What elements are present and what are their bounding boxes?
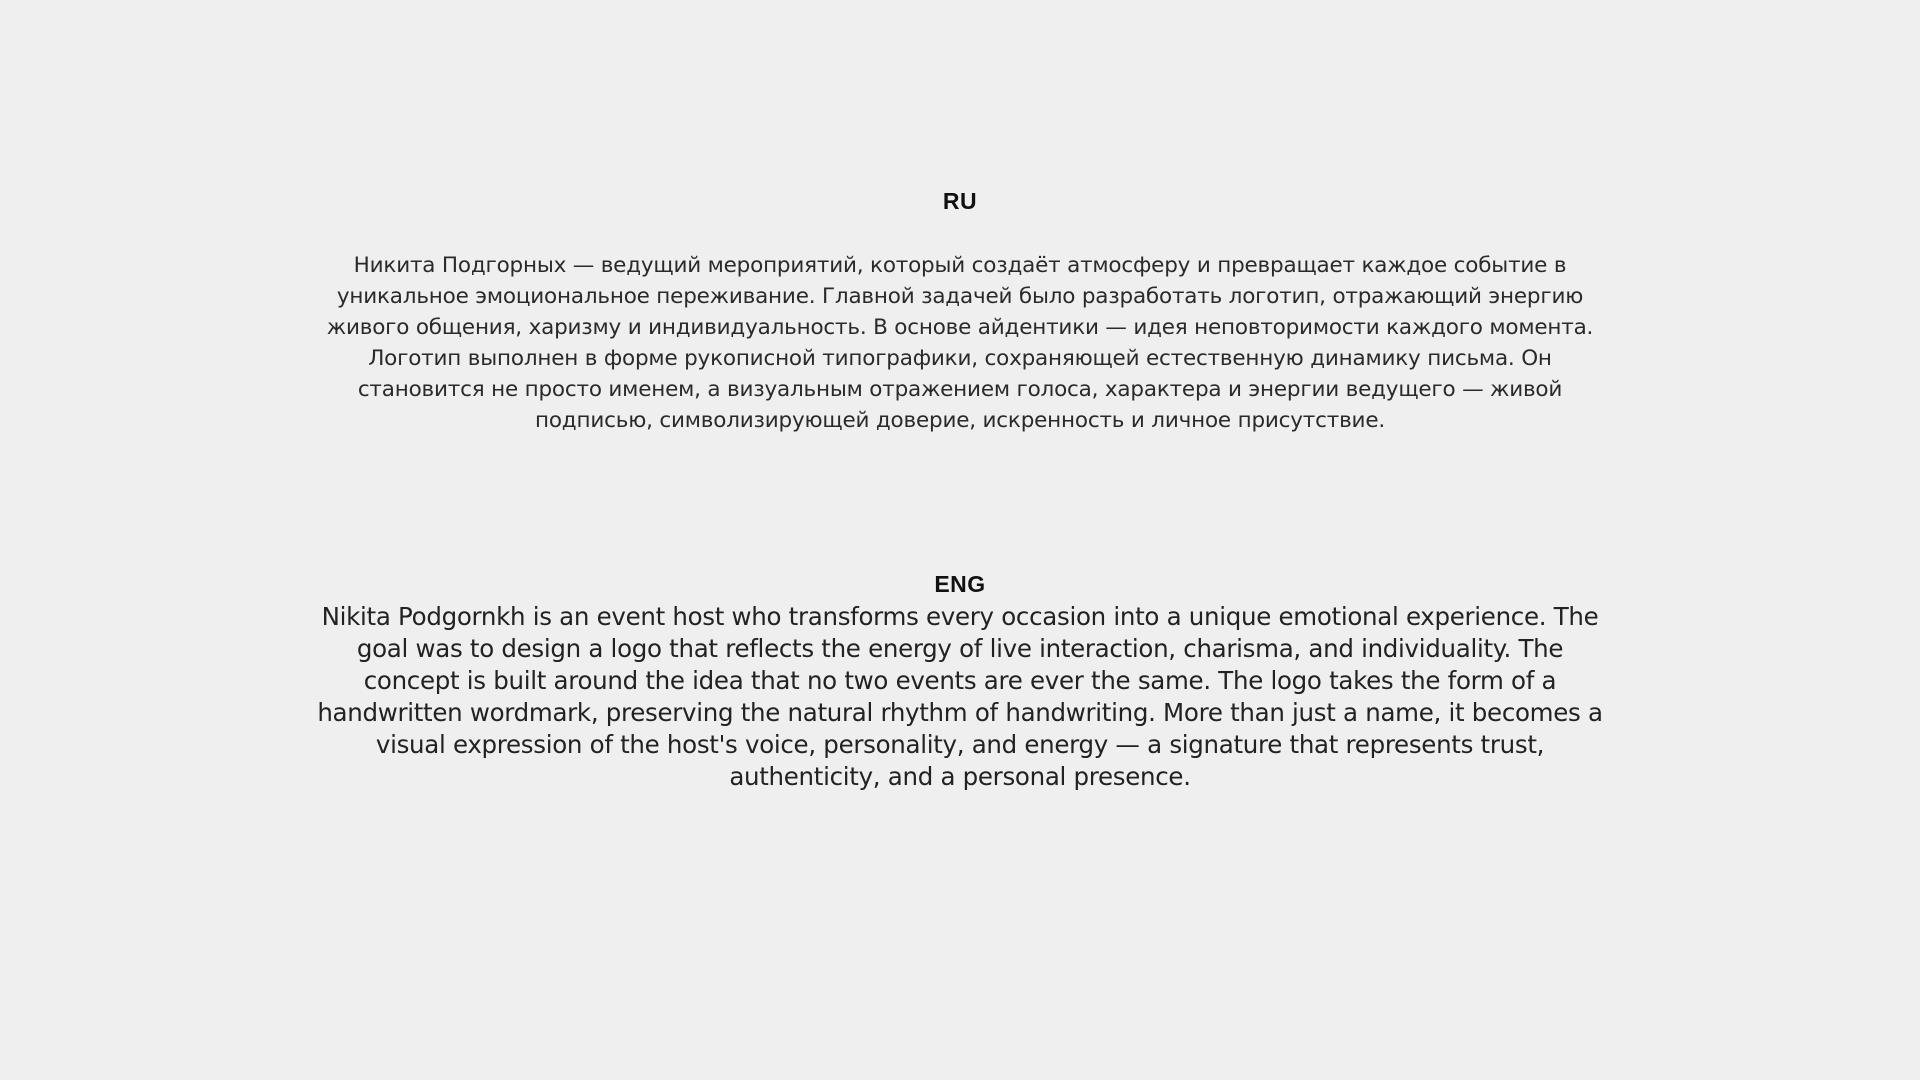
ru-description: Никита Подгорных — ведущий мероприятий, который создаёт атмосферу и превращает каждое событие в уникальное эмоциональное переживание. Главной задачей было разработать логотип, отражающий энергию живого общения, харизму и индивидуальность. В основе айдентики — идея неповторимости каждого момента. Логотип выполнен в форме рукописной типографики, сохраняющей естественную динамику письма. Он становится не просто именем, а визуальным отражением голоса, характера и энергии ведущего — живой подписью, символизирующей доверие, искренность и личное присутствие. <box>326 253 1594 433</box>
eng-section <box>300 570 1620 793</box>
ru-heading: RU <box>942 188 978 214</box>
eng-description: Nikita Podgornkh is an event host who transforms every occasion into a unique emotional experience. The goal was to design a logo that reflects the energy of live interaction, charisma, and individuality. The concept is built around the idea that no two events are ever the same. The logo takes the form of a handwritten wordmark, preserving the natural rhythm of handwriting. More than just a name, it becomes a visual expression of the host's voice, personality, and energy — a signature that represents trust, authenticity, and a personal presence. <box>317 602 1603 791</box>
eng-heading: ENG <box>934 571 986 597</box>
ru-section <box>300 187 1620 436</box>
